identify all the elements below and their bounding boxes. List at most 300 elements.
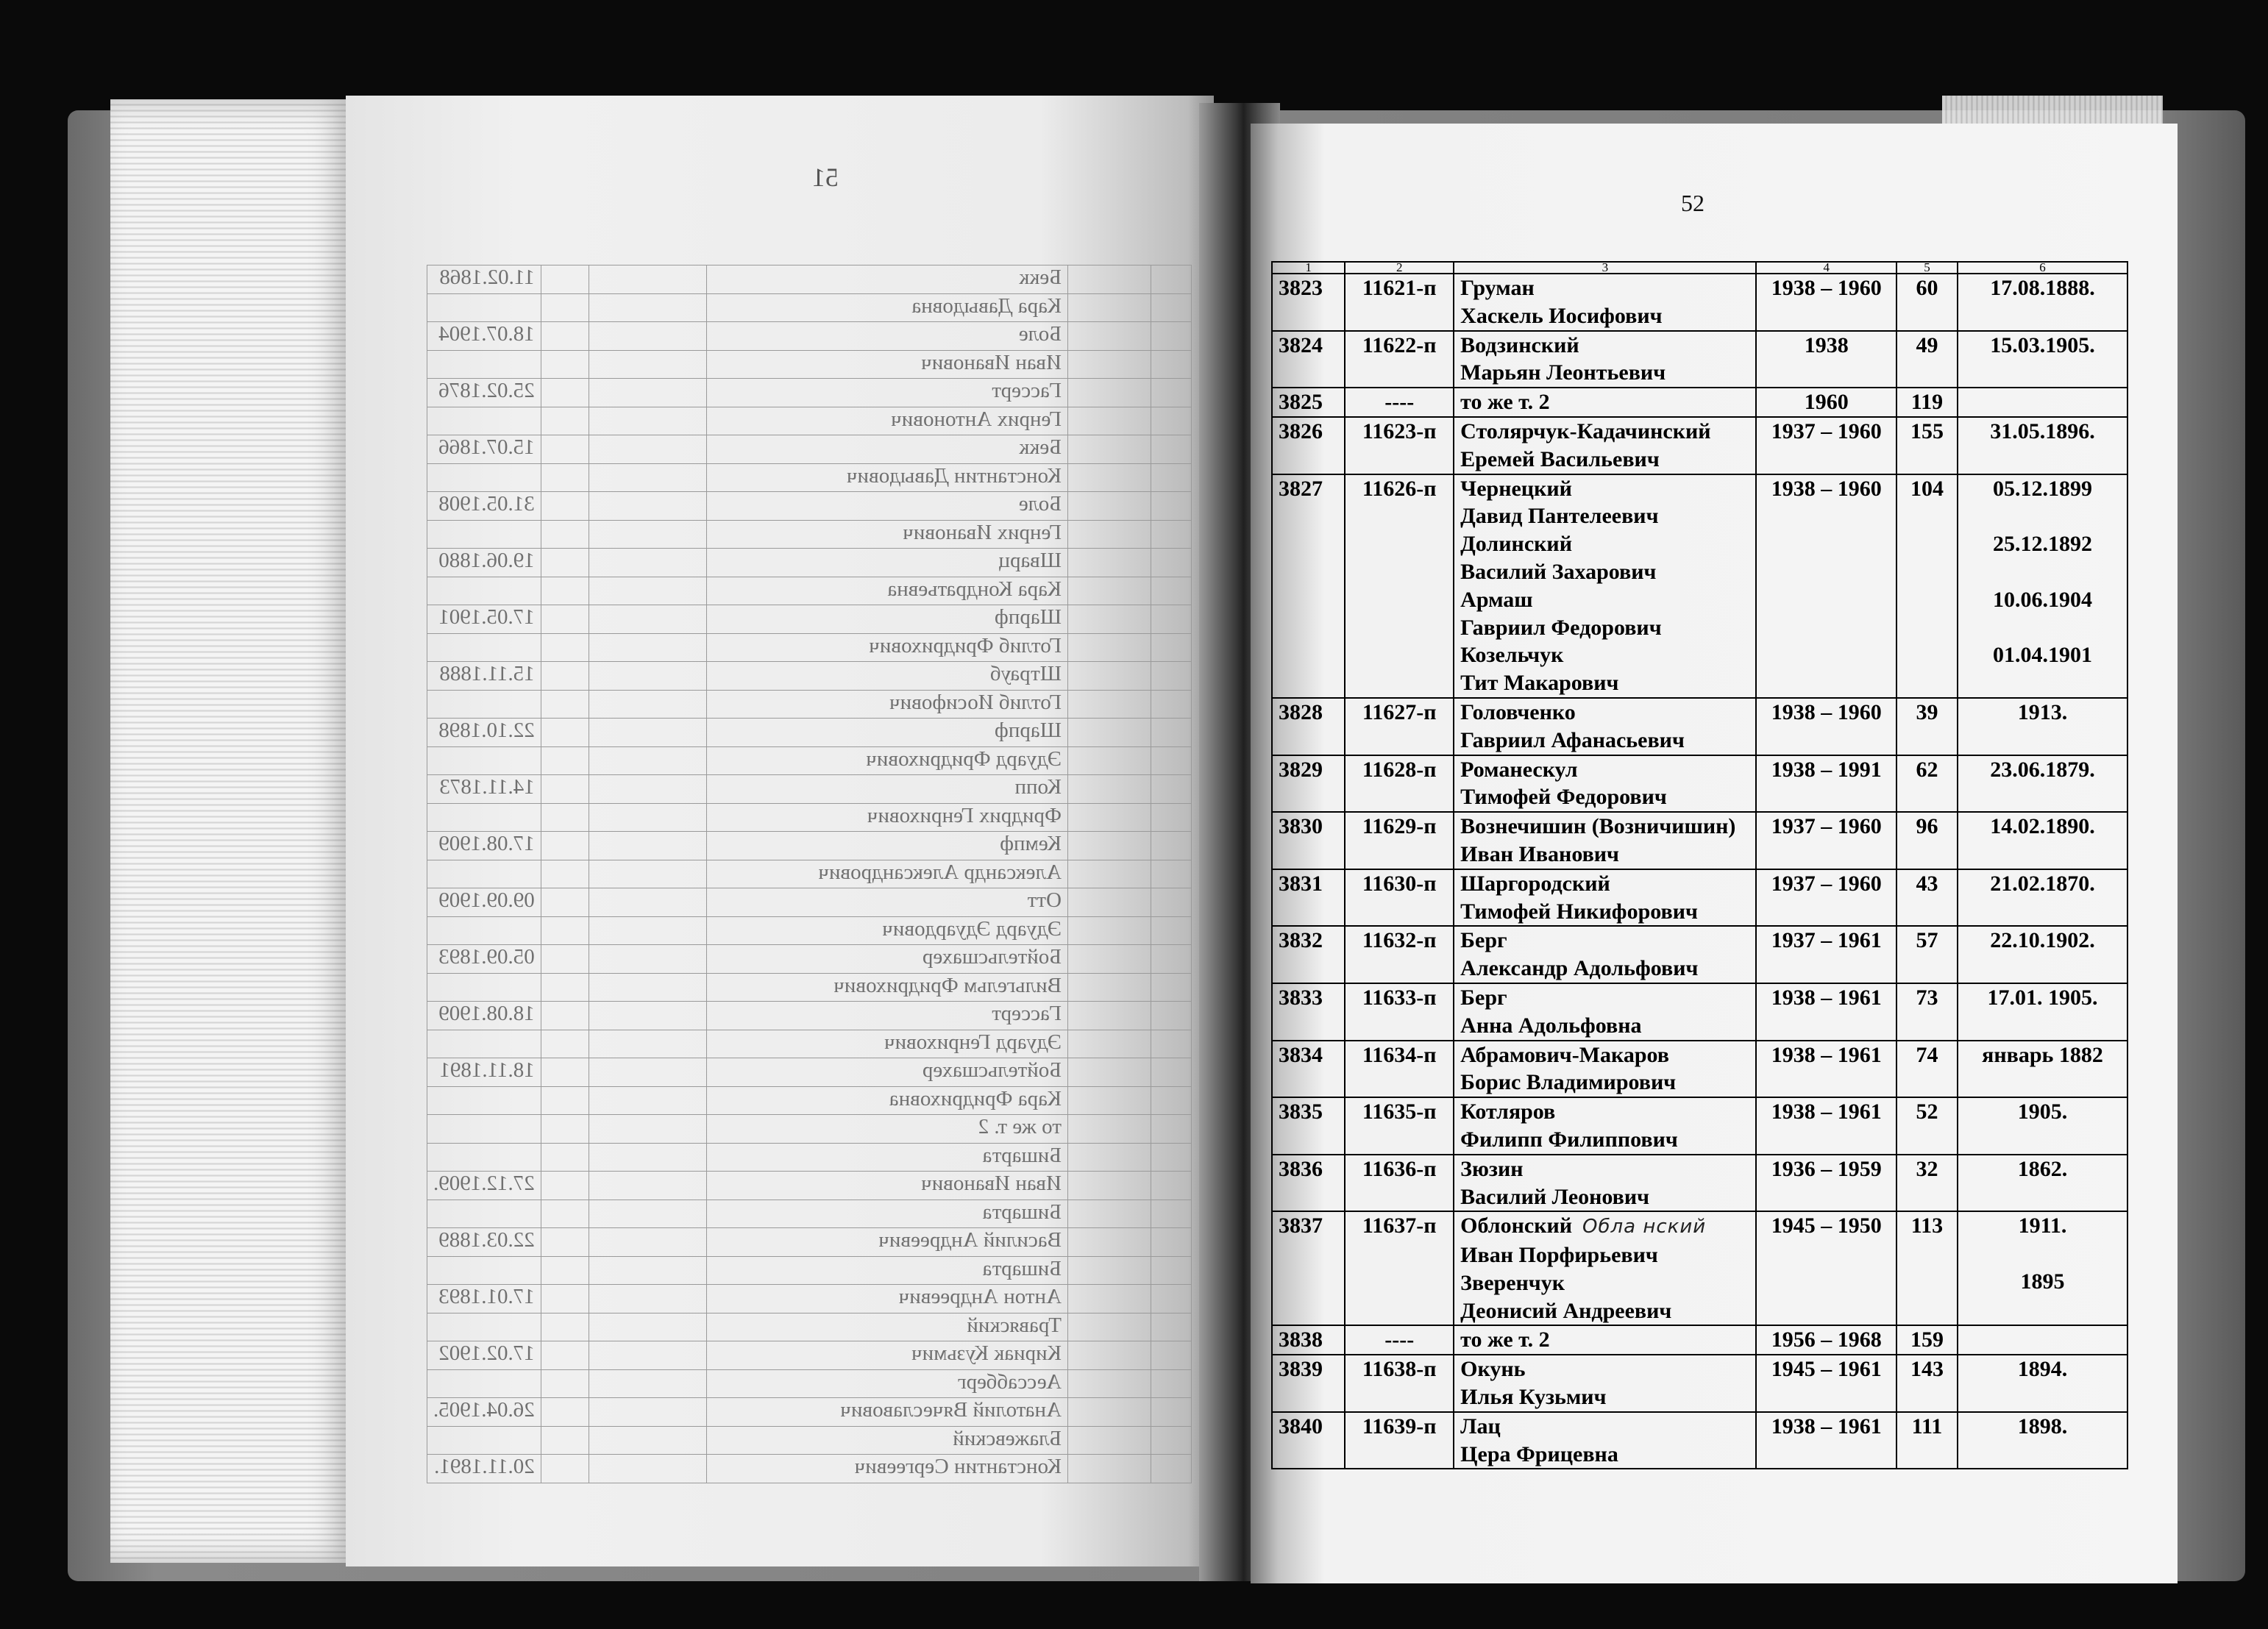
name-cell — [1454, 1412, 1756, 1469]
ghost-name: Иван Иванович — [707, 350, 1068, 379]
ghost-cell — [1151, 860, 1191, 888]
birth-date-cell — [1958, 1155, 2127, 1212]
ghost-cell — [1151, 350, 1191, 379]
ghost-cell — [541, 379, 589, 407]
ghost-cell — [589, 690, 707, 719]
list-item — [427, 1200, 1192, 1228]
record-number-cell: 3839 — [1272, 1355, 1345, 1412]
table-row — [1272, 812, 2127, 869]
ghost-name: Генрих Иванович — [707, 520, 1068, 549]
ghost-cell — [1067, 1228, 1151, 1257]
file-number-cell: 11627-п — [1345, 698, 1454, 755]
birth-date-cell — [1958, 812, 2127, 869]
ghost-date: 15.07.1866 — [427, 435, 541, 464]
ghost-cell — [1151, 1002, 1191, 1030]
file-number-cell: 11628-п — [1345, 755, 1454, 813]
ghost-cell — [1151, 775, 1191, 804]
ghost-cell — [589, 662, 707, 691]
person-name: Чернецкий — [1460, 476, 1572, 501]
ghost-name: Константин Сергеевич — [707, 1455, 1068, 1483]
ghost-date: 18.08.1909 — [427, 1002, 541, 1030]
person-name: то же т. 2 — [1460, 1327, 1550, 1352]
ghost-cell — [1151, 379, 1191, 407]
ghost-cell — [1151, 1369, 1191, 1398]
file-number-cell: 11623-п — [1345, 417, 1454, 474]
record-number-cell: 3826 — [1272, 417, 1345, 474]
ghost-cell — [1067, 407, 1151, 435]
birth-date: 17.01. 1905. — [1987, 985, 2098, 1010]
left-page-show-through — [427, 162, 1206, 1500]
ghost-cell — [1067, 1058, 1151, 1087]
table-row — [1272, 1355, 2127, 1412]
ghost-cell — [1151, 1172, 1191, 1200]
ghost-cell — [589, 549, 707, 577]
ghost-cell — [541, 1455, 589, 1483]
ghost-name: Эдуард Фридрихович — [707, 746, 1068, 775]
table-row — [1272, 869, 2127, 927]
list-item — [427, 803, 1192, 832]
years-cell: 1956 – 1968 — [1756, 1325, 1896, 1355]
ghost-cell — [589, 520, 707, 549]
ghost-cell — [589, 1228, 707, 1257]
ghost-cell — [1151, 293, 1191, 322]
record-number-cell: 3832 — [1272, 926, 1345, 983]
ghost-date: 17.08.1909 — [427, 832, 541, 860]
birth-date: 14.02.1890. — [1990, 814, 2095, 839]
ghost-cell — [1067, 719, 1151, 747]
ghost-cell — [589, 888, 707, 917]
ghost-date — [427, 633, 541, 662]
ghost-cell — [589, 916, 707, 945]
ghost-date: 31.05.1908 — [427, 492, 541, 521]
birth-date-cell — [1958, 1097, 2127, 1155]
ghost-cell — [589, 379, 707, 407]
ghost-name: то же т. 2 — [707, 1115, 1068, 1144]
ghost-cell — [1067, 803, 1151, 832]
ghost-name: Бишарта — [707, 1256, 1068, 1285]
ghost-name: Константин Давыдович — [707, 463, 1068, 492]
ghost-date — [427, 350, 541, 379]
list-item — [427, 549, 1192, 577]
ghost-cell — [541, 549, 589, 577]
file-number-cell: 11622-п — [1345, 331, 1454, 388]
sheet-count-cell: 119 — [1896, 388, 1958, 417]
file-number-cell: 11632-п — [1345, 926, 1454, 983]
ghost-cell — [541, 746, 589, 775]
list-item — [427, 379, 1192, 407]
person-name: Романескул — [1460, 757, 1578, 782]
right-page-number: 52 — [1681, 190, 1704, 216]
ghost-date — [427, 463, 541, 492]
ghost-cell — [1151, 633, 1191, 662]
file-number-cell: 11626-п — [1345, 474, 1454, 698]
ghost-cell — [1067, 888, 1151, 917]
ghost-cell — [589, 1313, 707, 1341]
ghost-cell — [541, 1172, 589, 1200]
list-item — [427, 1002, 1192, 1030]
file-number-cell: 11630-п — [1345, 869, 1454, 927]
file-number-cell: 11639-п — [1345, 1412, 1454, 1469]
birth-date-cell — [1958, 274, 2127, 331]
ghost-name: Эдуард Генрихович — [707, 1030, 1068, 1058]
list-item — [427, 1426, 1192, 1455]
ghost-cell — [1151, 435, 1191, 464]
table-row — [1272, 983, 2127, 1041]
list-item — [427, 662, 1192, 691]
years-cell: 1938 – 1961 — [1756, 1412, 1896, 1469]
ghost-cell — [541, 1256, 589, 1285]
person-name: Облонский — [1460, 1213, 1573, 1238]
person-name: Илья Кузьмич — [1460, 1385, 1607, 1410]
ghost-cell — [541, 945, 589, 974]
years-cell: 1937 – 1960 — [1756, 417, 1896, 474]
ghost-cell — [1067, 1341, 1151, 1370]
ghost-cell — [1067, 463, 1151, 492]
list-item — [427, 1398, 1192, 1427]
years-cell: 1938 – 1960 — [1756, 274, 1896, 331]
record-number-cell: 3824 — [1272, 331, 1345, 388]
file-number-cell: 11635-п — [1345, 1097, 1454, 1155]
ghost-cell — [1067, 1369, 1151, 1398]
ghost-cell — [1151, 492, 1191, 521]
ghost-cell — [589, 463, 707, 492]
ghost-cell — [1067, 633, 1151, 662]
ghost-date — [427, 1143, 541, 1172]
ghost-cell — [1151, 973, 1191, 1002]
left-page-table — [427, 265, 1192, 1483]
ghost-cell — [1067, 775, 1151, 804]
ghost-date — [427, 1369, 541, 1398]
ghost-cell — [1151, 1285, 1191, 1313]
ghost-date: 17.05.1901 — [427, 605, 541, 634]
ghost-cell — [1067, 1285, 1151, 1313]
person-name: Зверенчук — [1460, 1270, 1565, 1295]
years-cell: 1938 – 1960 — [1756, 698, 1896, 755]
years-cell: 1938 — [1756, 331, 1896, 388]
ghost-cell — [541, 435, 589, 464]
ghost-name: Александр Александрович — [707, 860, 1068, 888]
ghost-cell — [589, 435, 707, 464]
ghost-date — [427, 1313, 541, 1341]
ghost-cell — [589, 1172, 707, 1200]
ghost-cell — [1151, 832, 1191, 860]
birth-date-cell — [1958, 388, 2127, 417]
list-item — [427, 520, 1192, 549]
column-header: 2 — [1345, 262, 1454, 274]
record-number-cell: 3838 — [1272, 1325, 1345, 1355]
person-name: Хаскель Иосифович — [1460, 303, 1663, 328]
birth-date-cell — [1958, 926, 2127, 983]
ghost-date: 17.01.1893 — [427, 1285, 541, 1313]
table-row — [1272, 1155, 2127, 1212]
birth-date: 21.02.1870. — [1990, 871, 2095, 896]
ghost-cell — [589, 1030, 707, 1058]
ghost-cell — [541, 803, 589, 832]
birth-date-cell — [1958, 983, 2127, 1041]
ghost-cell — [589, 293, 707, 322]
person-name: Котляров — [1460, 1099, 1556, 1124]
list-item — [427, 577, 1192, 605]
list-item — [427, 746, 1192, 775]
ghost-cell — [541, 1115, 589, 1144]
person-name: Александр Адольфович — [1460, 956, 1699, 981]
ghost-cell — [1067, 1426, 1151, 1455]
ghost-cell — [541, 1313, 589, 1341]
person-name: Марьян Леонтьевич — [1460, 360, 1666, 385]
ghost-date: 14.11.1873 — [427, 775, 541, 804]
person-name: Цера Фрицевна — [1460, 1441, 1618, 1466]
ghost-date: 27.12.1909. — [427, 1172, 541, 1200]
ghost-cell — [541, 520, 589, 549]
ghost-cell — [1151, 1341, 1191, 1370]
table-row — [1272, 1412, 2127, 1469]
ghost-cell — [1151, 322, 1191, 351]
list-item — [427, 407, 1192, 435]
column-header: 6 — [1958, 262, 2127, 274]
person-name: то же т. 2 — [1460, 390, 1550, 415]
ghost-cell — [589, 1143, 707, 1172]
birth-date — [1964, 614, 2121, 642]
column-header: 1 — [1272, 262, 1345, 274]
ghost-cell — [541, 1285, 589, 1313]
name-cell — [1454, 388, 1756, 417]
ghost-cell — [1067, 973, 1151, 1002]
ghost-cell — [541, 605, 589, 634]
ghost-cell — [1151, 1455, 1191, 1483]
ghost-name: Копп — [707, 775, 1068, 804]
ghost-cell — [541, 1228, 589, 1257]
ghost-name: Василий Андреевич — [707, 1228, 1068, 1257]
ghost-cell — [1067, 350, 1151, 379]
birth-date: 1898. — [2017, 1414, 2068, 1439]
ghost-name: Бекк — [707, 265, 1068, 294]
list-item — [427, 1228, 1192, 1257]
ghost-cell — [1151, 463, 1191, 492]
list-item — [427, 463, 1192, 492]
table-row — [1272, 926, 2127, 983]
ghost-name: Вильгельм Фридрихович — [707, 973, 1068, 1002]
table-row — [1272, 1325, 2127, 1355]
sheet-count-cell: 74 — [1896, 1041, 1958, 1098]
ghost-cell — [1067, 1313, 1151, 1341]
ghost-date — [427, 746, 541, 775]
record-number-cell: 3840 — [1272, 1412, 1345, 1469]
ghost-cell — [1067, 1002, 1151, 1030]
ghost-name: Фридрих Генрихович — [707, 803, 1068, 832]
ghost-cell — [589, 973, 707, 1002]
ghost-cell — [589, 860, 707, 888]
ghost-date — [427, 577, 541, 605]
table-row — [1272, 388, 2127, 417]
person-name: Армаш — [1460, 587, 1533, 612]
ghost-cell — [541, 775, 589, 804]
birth-date-cell — [1958, 1325, 2127, 1355]
ghost-cell — [1067, 1200, 1151, 1228]
ghost-cell — [541, 350, 589, 379]
ghost-date — [427, 407, 541, 435]
birth-date-cell — [1958, 1041, 2127, 1098]
ghost-cell — [541, 492, 589, 521]
ghost-name: Бекк — [707, 435, 1068, 464]
ghost-date — [427, 1200, 541, 1228]
table-row — [1272, 1211, 2127, 1325]
ghost-name: Гассерт — [707, 379, 1068, 407]
birth-date-cell — [1958, 1211, 2127, 1325]
ghost-cell — [589, 1058, 707, 1087]
ghost-cell — [1151, 520, 1191, 549]
ghost-cell — [1067, 1030, 1151, 1058]
record-number-cell: 3830 — [1272, 812, 1345, 869]
ghost-cell — [1151, 1313, 1191, 1341]
person-name: Иван Иванович — [1460, 841, 1619, 866]
ghost-date: 22.03.1889 — [427, 1228, 541, 1257]
record-number-cell: 3831 — [1272, 869, 1345, 927]
ghost-cell — [1151, 577, 1191, 605]
birth-date — [1964, 502, 2121, 530]
name-cell — [1454, 474, 1756, 698]
ghost-cell — [589, 350, 707, 379]
ghost-date: 17.02.1902 — [427, 1341, 541, 1370]
ghost-cell — [1151, 916, 1191, 945]
list-item — [427, 888, 1192, 917]
ghost-cell — [1067, 492, 1151, 521]
ghost-cell — [589, 1115, 707, 1144]
ghost-name: Кириак Кузьмич — [707, 1341, 1068, 1370]
ghost-cell — [589, 1200, 707, 1228]
ghost-cell — [541, 265, 589, 294]
ghost-date — [427, 860, 541, 888]
ghost-cell — [1067, 690, 1151, 719]
sheet-count-cell: 155 — [1896, 417, 1958, 474]
list-item — [427, 322, 1192, 351]
sheet-count-cell: 111 — [1896, 1412, 1958, 1469]
birth-date-cell — [1958, 1355, 2127, 1412]
person-name: Абрамович-Макаров — [1460, 1042, 1669, 1067]
ghost-date — [427, 1256, 541, 1285]
ghost-cell — [541, 407, 589, 435]
sheet-count-cell: 32 — [1896, 1155, 1958, 1212]
ghost-name: Боле — [707, 322, 1068, 351]
ghost-date — [427, 803, 541, 832]
record-number-cell: 3833 — [1272, 983, 1345, 1041]
ghost-cell — [541, 463, 589, 492]
birth-date-cell — [1958, 755, 2127, 813]
ghost-date — [427, 690, 541, 719]
years-cell: 1937 – 1960 — [1756, 869, 1896, 927]
ghost-cell — [541, 832, 589, 860]
ghost-cell — [1151, 1030, 1191, 1058]
table-row — [1272, 1041, 2127, 1098]
person-name: Борис Владимирович — [1460, 1070, 1677, 1095]
ghost-cell — [1067, 1086, 1151, 1115]
ghost-cell — [589, 577, 707, 605]
name-cell — [1454, 755, 1756, 813]
column-header: 4 — [1756, 262, 1896, 274]
ghost-cell — [1151, 1143, 1191, 1172]
birth-date: 22.10.1902. — [1990, 928, 2095, 953]
ghost-name: Блажевский — [707, 1426, 1068, 1455]
ghost-date: 09.09.1909 — [427, 888, 541, 917]
list-item — [427, 1256, 1192, 1285]
ghost-cell — [1151, 1058, 1191, 1087]
ghost-cell — [541, 293, 589, 322]
birth-date: 05.12.1899 — [1992, 476, 2092, 501]
record-number-cell: 3823 — [1272, 274, 1345, 331]
person-name: Иван Порфирьевич — [1460, 1243, 1658, 1268]
ghost-name: Шарпф — [707, 605, 1068, 634]
sheet-count-cell: 57 — [1896, 926, 1958, 983]
ghost-date — [427, 293, 541, 322]
ghost-cell — [1151, 1426, 1191, 1455]
list-item — [427, 1341, 1192, 1370]
column-header: 5 — [1896, 262, 1958, 274]
years-cell: 1938 – 1961 — [1756, 983, 1896, 1041]
ghost-date: 11.02.1868 — [427, 265, 541, 294]
table-row — [1272, 474, 2127, 698]
sheet-count-cell: 49 — [1896, 331, 1958, 388]
ghost-cell — [1151, 265, 1191, 294]
sheet-count-cell: 43 — [1896, 869, 1958, 927]
ghost-cell — [1067, 265, 1151, 294]
name-cell — [1454, 1211, 1756, 1325]
person-name: Тимофей Никифорович — [1460, 899, 1698, 924]
name-cell — [1454, 926, 1756, 983]
sheet-count-cell: 113 — [1896, 1211, 1958, 1325]
table-row — [1272, 755, 2127, 813]
ghost-cell — [1067, 832, 1151, 860]
person-name: Филипп Филиппович — [1460, 1127, 1678, 1152]
ghost-cell — [1067, 860, 1151, 888]
name-cell — [1454, 698, 1756, 755]
ghost-cell — [589, 1285, 707, 1313]
years-cell: 1938 – 1960 — [1756, 474, 1896, 698]
file-number-cell: 11638-п — [1345, 1355, 1454, 1412]
list-item — [427, 1455, 1192, 1483]
list-item — [427, 1172, 1192, 1200]
person-name: Вознечишин (Возничишин) — [1460, 814, 1736, 839]
page-stack-edges — [110, 99, 353, 1563]
ghost-cell — [541, 860, 589, 888]
ghost-date — [427, 1426, 541, 1455]
list-item — [427, 1143, 1192, 1172]
sheet-count-cell: 73 — [1896, 983, 1958, 1041]
ghost-cell — [541, 1426, 589, 1455]
ghost-cell — [1067, 379, 1151, 407]
file-number-cell: 11637-п — [1345, 1211, 1454, 1325]
ghost-cell — [541, 1030, 589, 1058]
sheet-count-cell: 62 — [1896, 755, 1958, 813]
birth-date: 1894. — [2017, 1357, 2068, 1382]
ghost-name: Кара Фридриховна — [707, 1086, 1068, 1115]
person-name: Водзинский — [1460, 332, 1579, 357]
birth-date: 1895 — [2020, 1269, 2065, 1294]
person-name: Долинский — [1460, 532, 1572, 557]
ghost-cell — [541, 1341, 589, 1370]
file-number-cell: 11634-п — [1345, 1041, 1454, 1098]
name-cell — [1454, 1041, 1756, 1098]
name-cell — [1454, 812, 1756, 869]
ghost-cell — [541, 1143, 589, 1172]
ghost-name: Анатолий Вячеславович — [707, 1398, 1068, 1427]
ghost-cell — [541, 633, 589, 662]
ghost-cell — [1151, 407, 1191, 435]
ghost-cell — [1067, 577, 1151, 605]
person-name: Козельчук — [1460, 643, 1564, 668]
ghost-date: 22.10.1898 — [427, 719, 541, 747]
list-item — [427, 973, 1192, 1002]
ghost-cell — [1151, 605, 1191, 634]
list-item — [427, 832, 1192, 860]
